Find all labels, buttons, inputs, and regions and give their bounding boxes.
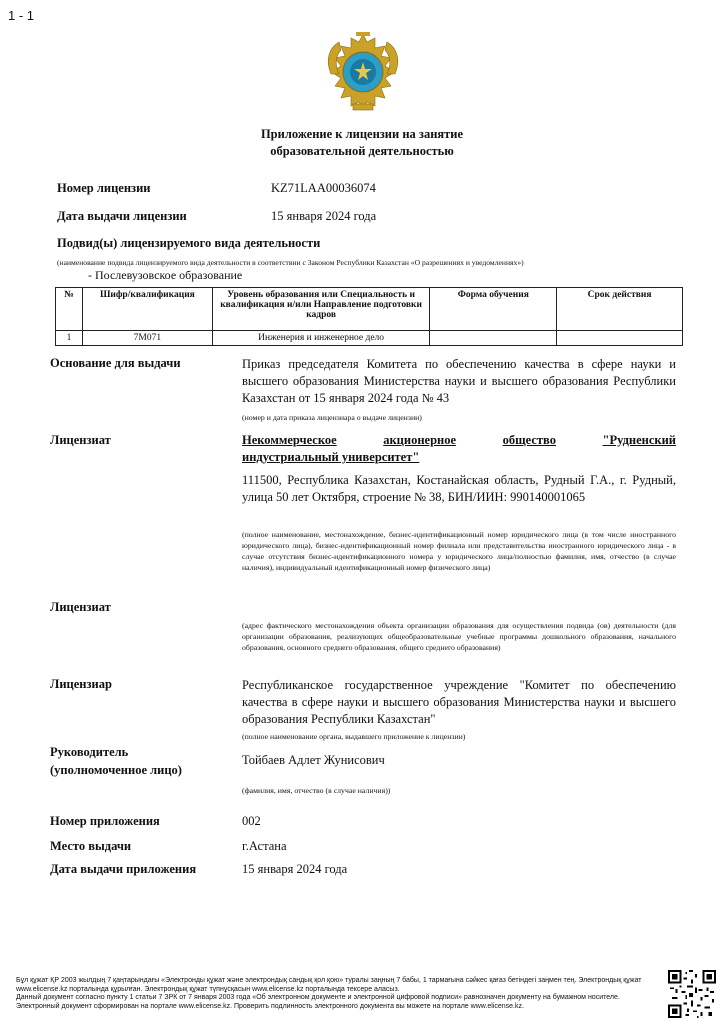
license-number-value: KZ71LAA00036074 [271,181,376,195]
licensee-address: 111500, Республика Казахстан, Костанайская область, Рудный Г.А., г. Рудный, улица 50 лет Октября, строение № 38, БИН/ИИН: 990140001065 [242,473,676,504]
licensee-name [242,432,676,466]
footer-kz-text: Бұл құжат ҚР 2003 жылдың 7 қаңтарындағы «Электронды құжат және электрондық сандық қол қою» туралы заңның 7 бабы, 1 тармағына сәйкес қағаз бетіндегі заңмен тең. Электрондық құжат www.elicense.kz порталында құрылған. Электрондық құжат түпнұсқасын www.elicense.kz порталында тексере аласыз. [16,977,642,993]
footer-disclaimer [16,977,656,1011]
place-value: г.Астана [242,839,287,853]
page-number: 1 - 1 [8,8,35,23]
cell-validity [557,331,683,346]
col-header-code: Шифр/квалификация [82,288,212,331]
cell-number: 1 [56,331,83,346]
licensee-label: Лицензиат [50,433,111,447]
licensor-text: Республиканское государственное учреждение "Комитет по обеспечению качества в сфере науки и высшего образования Министерства науки и высшего образования Республики Казахстан" [242,678,676,726]
licensee-name-word: "Рудненский [602,433,676,447]
col-header-level: Уровень образования или Специальность и квалификация и/или Направление подготовки кадров [212,288,430,331]
table-row [56,331,683,346]
cell-form [430,331,557,346]
head-label-line2: (уполномоченное лицо) [50,763,182,777]
place-label: Место выдачи [50,839,132,853]
col-header-form: Форма обучения [430,288,557,331]
cell-code: 7M071 [82,331,212,346]
licensee-name-word: общество [502,433,556,447]
license-number-label: Номер лицензии [57,181,151,195]
table-header-row [56,288,683,331]
licensee2-label: Лицензиат [50,600,111,614]
licensee-name-word: Некоммерческое [242,433,337,447]
qr-code-icon [668,970,716,1018]
basis-note: (номер и дата приказа лицензиара о выдаче лицензии) [242,413,422,422]
app-date-value: 15 января 2024 года [242,862,348,876]
head-note: (фамилия, имя, отчество (в случае наличия)) [242,786,391,795]
licensor-label: Лицензиар [50,677,112,691]
license-date-value: 15 января 2024 года [271,209,377,223]
licensee-note: (полное наименование, местонахождение, бизнес-идентификационный номер юридического лица (в том числе иностранного юридического лица), бизнес-идентификационный номер филиала или представительства иностранного юридического лица - в случае отсутствия бизнес-идентификационного номера у юридического лица/полностью фамилия, имя, отчество (в случае наличия), индивидуальный идентификационный номер физического лица) [242,530,676,572]
col-header-validity: Срок действия [557,288,683,331]
app-number-value: 002 [242,814,261,828]
state-emblem-icon [323,30,403,116]
basis-label: Основание для выдачи [50,356,181,370]
head-label-line1: Руководитель [50,745,129,759]
license-date-label: Дата выдачи лицензии [57,209,187,223]
basis-text: Приказ председателя Комитета по обеспечению качества в сфере науки и высшего образования Министерства науки и высшего образования Республики Казахстан от 15 января 2024 года № 43 [242,357,676,405]
licensee-name-line2: индустриальный университет" [242,450,420,464]
footer-ru-text: Данный документ согласно пункту 1 статьи 7 ЗРК от 7 января 2003 года «Об электронном документе и электронной цифровой подписи» равнозначен документу на бумажном носителе. Электронный документ сформирован на портале www.elicense.kz. Проверить подлинность электронного документа вы можете на портале www.elicense.kz. [16,994,620,1010]
app-number-label: Номер приложения [50,814,160,828]
document-title-line1: Приложение к лицензии на занятие [260,127,464,141]
col-header-number: № [56,288,83,331]
cell-level: Инженерия и инженерное дело [212,331,430,346]
document-title-line2: образовательной деятельностью [270,144,454,158]
app-date-label: Дата выдачи приложения [50,862,197,876]
subtype-item: - Послевузовское образование [88,268,243,282]
licensee2-note: (адрес фактического местонахождения объекта организации образования для осуществления подвида (ов) деятельности (для организации образования, реализующих общеобразовательные учебные программы дошкольного образования, начального образования, основного среднего образования, общего среднего образования) [242,621,676,652]
qualifications-table [55,287,683,346]
licensor-note: (полное наименование органа, выдавшего приложение к лицензии) [242,732,466,741]
subtypes-heading: Подвид(ы) лицензируемого вида деятельности [57,236,321,250]
licensee-name-word: акционерное [383,433,457,447]
subtypes-note: (наименование подвида лицензируемого вида деятельности в соответствии с Законом Республики Казахстан «О разрешениях и уведомлениях») [57,258,524,267]
head-name: Тойбаев Адлет Жунисович [242,753,385,767]
